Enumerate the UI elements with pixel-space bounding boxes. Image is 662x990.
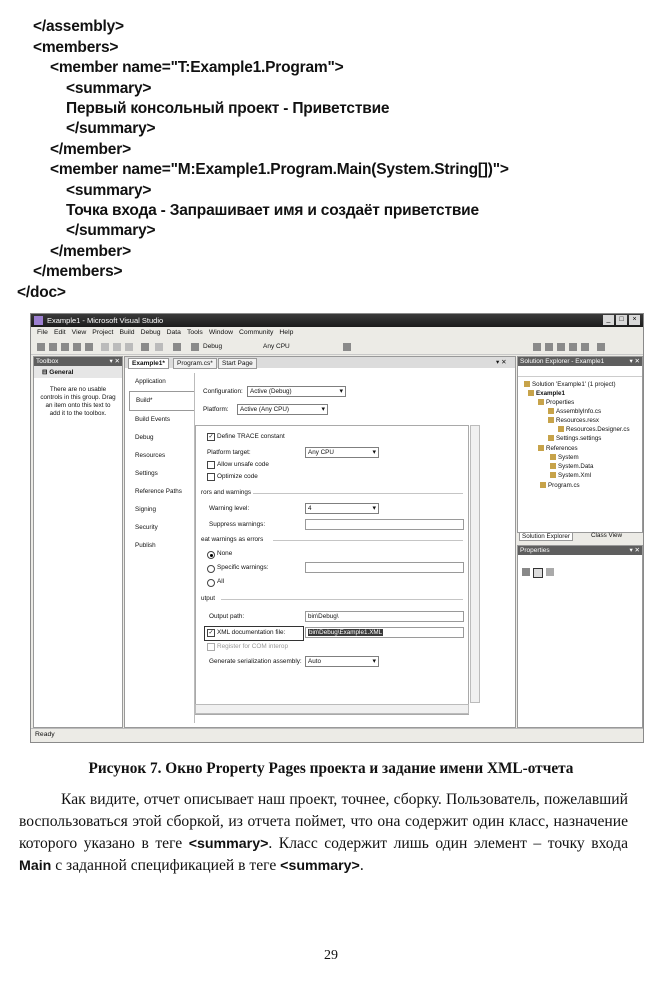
code-line: </member> xyxy=(50,243,131,260)
status-bar xyxy=(31,728,643,743)
close-icon[interactable]: ▾ ✕ xyxy=(629,358,640,365)
menu-file[interactable]: File xyxy=(37,329,48,336)
allow-unsafe-label: Allow unsafe code xyxy=(217,461,269,468)
save-all-icon[interactable] xyxy=(85,343,93,351)
figure-caption: Рисунок 7. Окно Property Pages проекта и задание имени XML-отчета xyxy=(88,760,574,777)
start-page-icon[interactable] xyxy=(581,343,589,351)
warning-level-label: Warning level: xyxy=(209,505,250,512)
toolbox-empty-message: There are no usable controls in this group. Drag an item onto this text to add it to the toolbox. xyxy=(40,386,116,417)
tree-item-label: Resources.resx xyxy=(556,417,599,424)
tab-solution-explorer[interactable]: Solution Explorer xyxy=(519,532,573,541)
window-title: Example1 - Microsoft Visual Studio xyxy=(47,316,164,325)
code-main: Main xyxy=(19,858,52,875)
properties-title: Properties xyxy=(520,547,550,554)
tree-item-label: System xyxy=(558,454,579,461)
nav-publish[interactable]: Publish xyxy=(135,542,156,549)
xml-doc-value: bin\Debug\Example1.XML xyxy=(309,629,383,636)
platform-label: Platform: xyxy=(203,406,229,413)
menu-help[interactable]: Help xyxy=(279,329,294,336)
project-properties-document xyxy=(124,356,516,728)
document-tabs xyxy=(125,357,515,368)
reference-icon xyxy=(550,463,556,469)
tree-item[interactable] xyxy=(548,408,601,415)
code-line: </members> xyxy=(33,263,123,280)
start-debugging-icon[interactable] xyxy=(191,343,199,351)
tree-item-label: Resources.Designer.cs xyxy=(566,426,630,433)
output-path-label: Output path: xyxy=(209,613,245,620)
file-icon xyxy=(540,482,546,488)
file-icon xyxy=(558,426,564,432)
errors-section-header: rors and warnings xyxy=(201,489,252,496)
horizontal-scrollbar[interactable] xyxy=(195,704,469,714)
code-line: <member name="T:Example1.Program"> xyxy=(50,59,344,76)
toolbox-header xyxy=(34,357,122,366)
optimize-label: Optimize code xyxy=(217,473,258,480)
collapse-icon: ⊟ xyxy=(42,369,50,376)
tree-item[interactable] xyxy=(548,417,599,424)
minimize-button[interactable]: _ xyxy=(603,315,614,325)
folder-icon xyxy=(538,445,544,451)
code-line: </summary> xyxy=(66,222,156,239)
cut-icon[interactable] xyxy=(101,343,109,351)
tree-item-label: AssemblyInfo.cs xyxy=(556,408,602,415)
undo-icon[interactable] xyxy=(141,343,149,351)
tree-item[interactable] xyxy=(524,381,616,388)
section-divider xyxy=(253,493,463,494)
open-icon[interactable] xyxy=(61,343,69,351)
solution-explorer-panel xyxy=(517,356,643,533)
properties-object-selector xyxy=(518,555,642,561)
navigate-icon[interactable] xyxy=(173,343,181,351)
menu-data[interactable]: Data xyxy=(166,329,181,336)
menu-window[interactable]: Window xyxy=(208,329,234,336)
property-pages-nav xyxy=(129,373,195,723)
maximize-button[interactable]: □ xyxy=(616,315,627,325)
tree-item[interactable] xyxy=(538,399,574,406)
project-icon xyxy=(528,390,534,396)
close-icon[interactable]: ▾ ✕ xyxy=(496,359,507,366)
code-line: </doc> xyxy=(17,284,66,301)
tree-item[interactable] xyxy=(550,463,593,470)
none-radio[interactable] xyxy=(207,551,215,559)
menu-bar xyxy=(31,328,643,339)
new-project-icon[interactable] xyxy=(37,343,45,351)
specific-warnings-radio[interactable] xyxy=(207,565,215,573)
reference-icon xyxy=(550,472,556,478)
folder-icon xyxy=(538,399,544,405)
build-properties xyxy=(195,373,511,723)
code-line: Точка входа - Запрашивает имя и создаёт приветствие xyxy=(66,202,479,219)
code-line: </summary> xyxy=(66,120,156,137)
paste-icon[interactable] xyxy=(125,343,133,351)
tree-item[interactable] xyxy=(548,435,601,442)
save-icon[interactable] xyxy=(73,343,81,351)
tree-item-label: Properties xyxy=(546,399,575,406)
code-line: <summary> xyxy=(66,80,152,97)
menu-community[interactable]: Community xyxy=(239,329,274,336)
code-tag: <summary> xyxy=(188,835,269,852)
alphabetical-icon[interactable] xyxy=(533,568,543,578)
solution-tabs xyxy=(517,532,641,542)
visual-studio-icon xyxy=(34,316,43,325)
file-icon xyxy=(548,417,554,423)
paragraph-text: . xyxy=(359,857,364,875)
output-path-input[interactable]: bin\Debug\ xyxy=(305,611,464,622)
menu-debug[interactable]: Debug xyxy=(140,329,161,336)
section-divider xyxy=(221,599,463,600)
tree-item[interactable] xyxy=(538,445,578,452)
tab-class-view[interactable]: Class View xyxy=(591,532,623,539)
paragraph-text: Как видите, отчет описывает наш проект, точнее, сборку. Пользователь, пожелавший воспользоваться этой сборкой, из отчета поймет, что она содержит один класс, назначение которого указано в теге xyxy=(19,791,628,852)
menu-edit[interactable]: Edit xyxy=(53,329,66,336)
code-line: <member name="M:Example1.Program.Main(System.String[])"> xyxy=(50,161,509,178)
tree-item-label: Program.cs xyxy=(548,482,580,489)
code-line: Первый консольный проект - Приветствие xyxy=(66,100,390,117)
tree-item-label: Settings.settings xyxy=(556,435,602,442)
tree-item-label: System.Xml xyxy=(558,472,592,479)
platform-target-label: Platform target: xyxy=(207,449,251,456)
toolbar xyxy=(31,340,643,355)
properties-header xyxy=(518,546,642,555)
tab-program-cs[interactable]: Program.cs* xyxy=(173,358,217,369)
xml-doc-checkbox[interactable]: ✓ xyxy=(208,630,214,636)
file-icon xyxy=(548,408,554,414)
properties-panel xyxy=(517,545,643,728)
paragraph-text: . Класс содержит лишь один элемент – точку входа xyxy=(268,834,629,852)
find-icon[interactable] xyxy=(343,343,351,351)
title-bar xyxy=(31,314,643,327)
toolbox-group-label: General xyxy=(49,369,74,376)
paragraph-text: с заданной спецификацией в теге xyxy=(51,857,281,875)
define-trace-checkbox[interactable]: ✓ xyxy=(208,434,214,440)
nav-security[interactable]: Security xyxy=(135,524,158,531)
solution-explorer-toolbar xyxy=(518,366,642,377)
suppress-warnings-input[interactable] xyxy=(305,519,464,530)
define-trace-label: Define TRACE constant xyxy=(217,433,285,440)
configuration-select[interactable]: Active (Debug) ▾ xyxy=(247,386,346,397)
specific-warnings-input[interactable] xyxy=(305,562,464,573)
menu-project[interactable]: Project xyxy=(92,329,114,336)
toolbox-icon[interactable] xyxy=(569,343,577,351)
xml-doc-input[interactable] xyxy=(305,627,464,638)
menu-build[interactable]: Build xyxy=(119,329,135,336)
code-tag: <summary> xyxy=(280,858,360,875)
code-line: </member> xyxy=(50,141,131,158)
file-icon xyxy=(548,435,554,441)
vertical-scrollbar[interactable] xyxy=(470,425,480,703)
nav-build-events[interactable]: Build Events xyxy=(135,416,171,423)
tab-start-page[interactable]: Start Page xyxy=(218,358,257,369)
gen-serialization-label: Generate serialization assembly: xyxy=(209,658,302,665)
tab-example1[interactable]: Example1* xyxy=(128,358,169,369)
reference-icon xyxy=(550,454,556,460)
tree-item-label: Example1 xyxy=(536,390,565,397)
output-section-header: utput xyxy=(201,595,216,602)
solution-explorer-title: Solution Explorer - Example1 xyxy=(520,358,605,365)
solution-icon xyxy=(524,381,530,387)
allow-unsafe-checkbox[interactable] xyxy=(207,461,215,469)
visual-studio-screenshot xyxy=(30,313,644,743)
platform-target-select[interactable]: Any CPU ▾ xyxy=(305,447,379,458)
nav-settings[interactable]: Settings xyxy=(135,470,158,477)
code-line: </assembly> xyxy=(33,18,124,35)
close-icon[interactable]: ▾ ✕ xyxy=(109,358,120,365)
tree-item-label: References xyxy=(546,445,578,452)
configuration-dropdown[interactable]: Debug xyxy=(203,343,223,350)
platform-dropdown[interactable]: Any CPU xyxy=(263,343,290,350)
solution-explorer-icon[interactable] xyxy=(533,343,541,351)
categorized-icon[interactable] xyxy=(522,568,530,576)
add-item-icon[interactable] xyxy=(49,343,57,351)
nav-reference-paths[interactable]: Reference Paths xyxy=(135,488,182,495)
properties-icon[interactable] xyxy=(545,343,553,351)
toolbox-panel xyxy=(33,356,123,728)
nav-build[interactable]: Build* xyxy=(129,391,194,411)
gen-serialization-select[interactable]: Auto ▾ xyxy=(305,656,379,667)
copy-icon[interactable] xyxy=(113,343,121,351)
tree-item-label: Solution 'Example1' (1 project) xyxy=(532,381,616,388)
tree-item-label: System.Data xyxy=(558,463,594,470)
close-button[interactable]: × xyxy=(629,315,640,325)
none-label: None xyxy=(217,550,233,557)
property-pages-icon[interactable] xyxy=(546,568,554,576)
treat-warnings-section-header: eat warnings as errors xyxy=(201,536,264,543)
code-line: <summary> xyxy=(66,182,152,199)
nav-resources[interactable]: Resources xyxy=(135,452,166,459)
solution-explorer-header xyxy=(518,357,642,366)
suppress-warnings-label: Suppress warnings: xyxy=(209,521,266,528)
xml-doc-label: XML documentation file: xyxy=(217,629,286,636)
menu-tools[interactable]: Tools xyxy=(186,329,203,336)
specific-warnings-label: Specific warnings: xyxy=(217,564,269,571)
register-com-label: Register for COM interop xyxy=(217,643,289,650)
tree-item[interactable] xyxy=(528,390,565,397)
tree-item[interactable] xyxy=(558,426,630,433)
tree-item[interactable] xyxy=(550,472,591,479)
code-line: <members> xyxy=(33,39,119,56)
warning-level-select[interactable]: 4 ▾ xyxy=(305,503,379,514)
all-radio[interactable] xyxy=(207,579,215,587)
platform-select[interactable]: Active (Any CPU) ▾ xyxy=(237,404,328,415)
tree-item[interactable] xyxy=(540,482,580,489)
nav-signing[interactable]: Signing xyxy=(135,506,157,513)
register-com-checkbox[interactable] xyxy=(207,643,215,651)
status-text: Ready xyxy=(35,731,55,738)
tree-item[interactable] xyxy=(550,454,579,461)
close-icon[interactable]: ▾ ✕ xyxy=(629,547,640,554)
section-divider xyxy=(273,540,463,541)
nav-application[interactable]: Application xyxy=(135,378,166,385)
configuration-label: Configuration: xyxy=(203,388,243,395)
class-view-icon[interactable] xyxy=(597,343,605,351)
object-browser-icon[interactable] xyxy=(557,343,565,351)
all-label: All xyxy=(217,578,225,585)
toolbox-group-general[interactable] xyxy=(34,366,122,378)
optimize-checkbox[interactable] xyxy=(207,473,215,481)
menu-view[interactable]: View xyxy=(71,329,87,336)
nav-debug[interactable]: Debug xyxy=(135,434,154,441)
toolbox-title: Toolbox xyxy=(36,358,59,365)
redo-icon[interactable] xyxy=(155,343,163,351)
body-paragraph xyxy=(19,789,628,878)
page-number: 29 xyxy=(324,948,338,963)
